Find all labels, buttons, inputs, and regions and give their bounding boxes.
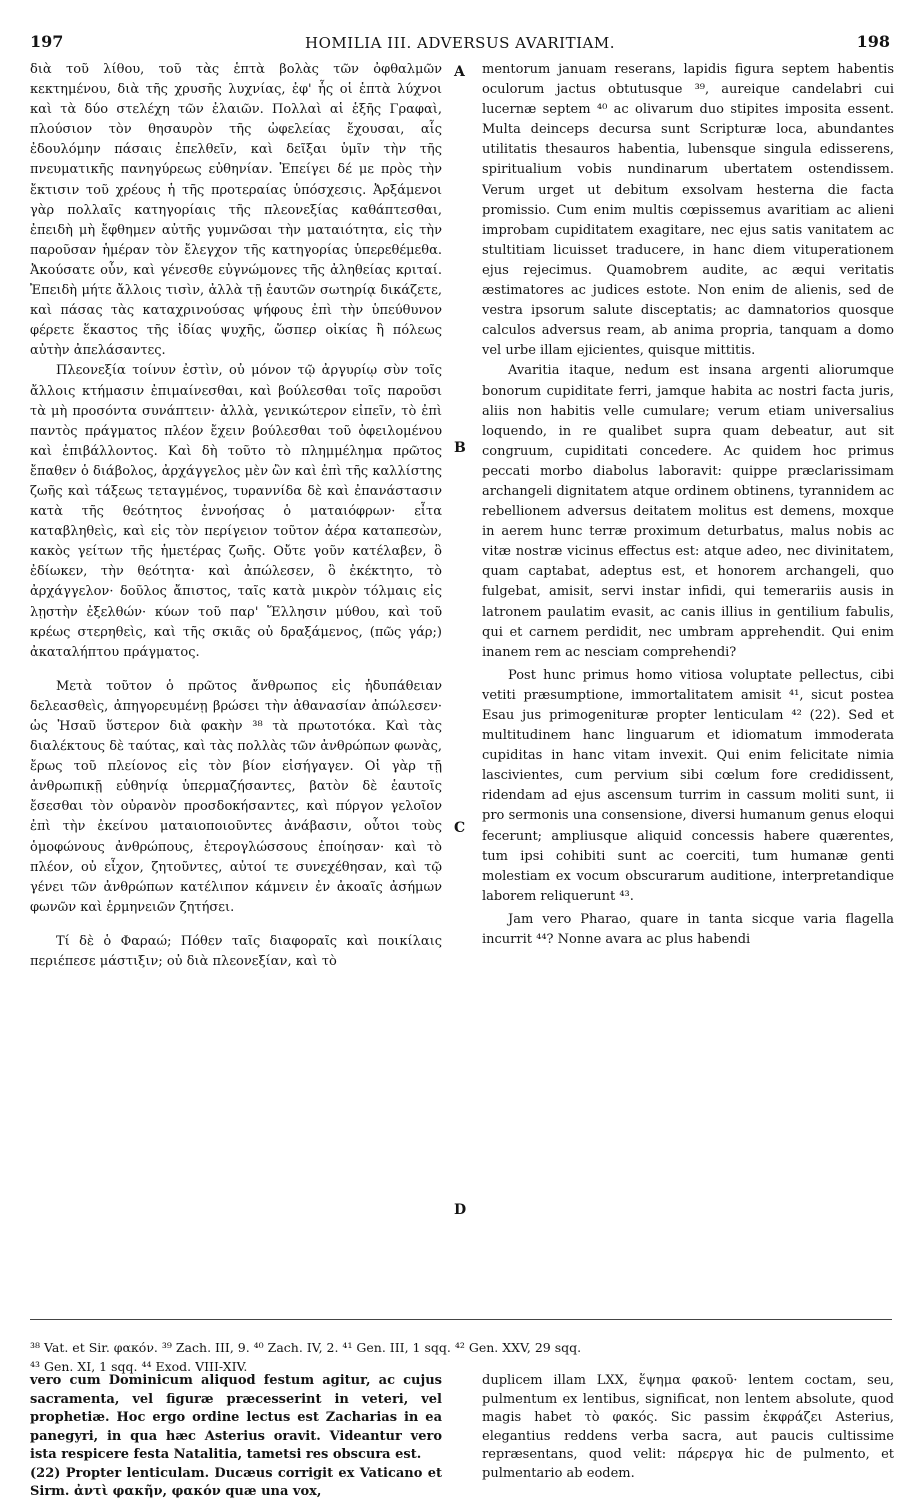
page-header — [30, 32, 890, 56]
footnote-line-2: ⁴³ Gen. XI, 1 sqq. ⁴⁴ Exod. VIII-XIV. — [30, 1359, 248, 1374]
footnote-line-1: ³⁸ Vat. et Sir. φακόν. ³⁹ Zach. III, 9. ⁴⁰ Zach. IV, 2. ⁴¹ Gen. III, 1 sqq. ⁴² Gen. XXV, 29 sqq. — [30, 1340, 582, 1355]
scripture-footnotes — [30, 1338, 890, 1376]
notes-right-column — [482, 1372, 894, 1483]
latin-column — [482, 60, 894, 950]
latin-paragraph-3: Post hunc primus homo vitiosa voluptate pellectus, cibi vetiti præsumptione, immortalitatem amisit ⁴¹, sicut postea Esau jus primogenituræ propter lenticulam ⁴² (22). Sed et multitudinem hanc linguarum et idiomatum immoderata cupiditas in hanc vitam invexit. Qui enim felicitate nimia lascivientes, cum pervium sibi cœlum fore credidissent, ridendam ad ejus ascensum turrim in cassum moliti sunt, ii pro sermonis una consensione, diversi humanum genus eloqui fecerunt; ampliusque aliquid concessis habere quærentes, tum ipsi cohibiti sunt ac coerciti, tum humanæ genti molestiam ex vocum obscurarum auditione, interpretandique laborem reliquerunt ⁴³. — [482, 667, 894, 904]
margin-letter-d: D — [454, 1202, 467, 1218]
note-right-paragraph-1: duplicem illam LXX, ἕψημα φακοῦ· lentem coctam, seu, pulmentum ex lentibus, significat, non lentem absolute, quod magis habet τὸ φακός. Sic passim ἐκφράζει Asterius, elegantius reddens verba sacra, aut paucis cultissime repræsentans, quod velit: πάρεργα hic de pulmento, et pulmentario ab eodem. — [482, 1373, 894, 1481]
running-title: HOMILIA III. ADVERSUS AVARITIAM. — [305, 34, 615, 52]
latin-paragraph-4: Jam vero Pharao, quare in tanta sicque varia flagella incurrit ⁴⁴? Nonne avara ac plus habendi — [482, 911, 894, 948]
page-number-left: 197 — [30, 32, 64, 51]
footnote-rule — [30, 1319, 892, 1320]
greek-paragraph-3: Μετὰ τοῦτον ὁ πρῶτος ἄνθρωπος εἰς ἡδυπάθειαν δελεασθεὶς, ἀπηγορευμένῃ βρώσει τὴν ἀθανασίαν ἀπώλεσεν· ὡς Ἠσαῦ ὕστερον διὰ φακὴν ³⁸ τὰ πρωτοτόκα. Καὶ τὰς διαλέκτους δὲ ταύτας, καὶ τὰς πολλὰς τῶν ἀνθρώπων φωνὰς, ἔρως τοῦ πλείονος εἰς τὸν βίον εἰσήγαγεν. Οἱ γὰρ τῇ ἀνθρωπικῇ εὐθηνίᾳ ὑπερμαζήσαντες, βατὸν δὲ ἑαυτοῖς ἔσεσθαι τὸν οὐρανὸν προσδοκήσαντες, καὶ πύργον γελοῖον ἐπὶ τὴν ἐκείνου ματαιοποιοῦντες ἀνάβασιν, οὗτοι τοὺς ὁμοφώνους ἀνθρώπους, ἑτερογλώσσους ἐποίησαν· καὶ τὸ πλέον, οὐ εἶχον, ζητοῦντες, αὐτοί τε συνεχέθησαν, καὶ τῷ γένει τῶν ἀνθρώπων κατέλιπον κάμνειν ἐν ἀκοαῖς ἀσήμων φωνῶν καὶ ἑρμηνειῶν ζητήσει. — [30, 678, 442, 915]
notes-left-column — [30, 1372, 442, 1502]
margin-letter-a: A — [454, 64, 465, 80]
page-number-right: 198 — [856, 32, 890, 51]
note-left-paragraph-1: vero cum Dominicum aliquod festum agitur, ac cujus sacramenta, vel figuræ præcesserint in veteri, vel prophetiæ. Hoc ergo ordine lectus est Zacharias in ea panegyri, in qua hæc Asterius oravit. Videantur vero ista respicere festa Natalitia, tametsi res obscura est. — [30, 1373, 442, 1462]
note-left-paragraph-2: (22) Propter lenticulam. Ducæus corrigit ex Vaticano et Sirm. ἀντὶ φακῆν, φακόν quæ una vox, — [30, 1465, 442, 1499]
greek-paragraph-1: διὰ τοῦ λίθου, τοῦ τὰς ἑπτὰ βολὰς τῶν ὀφθαλμῶν κεκτημένου, διὰ τῆς χρυσῆς λυχνίας, ἐφ' ἧς οἱ ἑπτὰ λύχνοι καὶ τὰ δύο στελέχη τῶν ἐλαιῶν. Πολλαὶ αἱ ἑξῆς Γραφαὶ, πλούσιον τὸν θησαυρὸν τῆς ὠφελείας ἔχουσαι, αἷς ἐδουλόμην πάσαις ἐπελθεῖν, καὶ δεῖξαι ὑμῖν τὴν τῆς πνευματικῆς πανηγύρεως εὐθηνίαν. Ἐπείγει δέ με πρὸς τὴν ἔκτισιν τοῦ χρέους ἡ τῆς προτεραίας ὑπόσχεσις. Ἀρξάμενοι γὰρ πολλαῖς κατηγορίαις τῆς πλεονεξίας καθάπτεσθαι, ἐπειδὴ μὴ ἔφθημεν αὐτῆς γυμνῶσαι τὴν ματαιότητα, εἰς τὴν παροῦσαν ἡμέραν τὸν ἔλεγχον τῆς κατηγορίας ὑπερεθέμεθα. Ἀκούσατε οὖν, καὶ γένεσθε εὐγνώμονες τῆς ἀληθείας κριταί. Ἐπειδὴ μήτε ἄλλοις τισὶν, ἀλλὰ τῇ ἑαυτῶν σωτηρίᾳ δικάζετε, καὶ πάσας τὰς καταχρινούσας ψήφους ἐπὶ τὴν ὑπεύθυνον φέρετε ἕκαστος τῆς ἰδίας ψυχῆς, ὥσπερ οἰκίας ἢ πόλεως αὐτὴν ἀπελάσαντες. — [30, 62, 442, 359]
greek-column — [30, 60, 442, 972]
margin-letter-c: C — [454, 820, 466, 836]
latin-paragraph-2: Avaritia itaque, nedum est insana argenti aliorumque bonorum cupiditate ferri, jamque habita ac nostri facta juris, aliis non habitis velle cumulare; verum etiam universalius loquendo, in re qualibet supra quam debeatur, aut sit congruum, cupiditati concedere. Ac quidem hoc primus peccati morbo diabolus laboravit: quippe præclarissimam archangeli dignitatem atque ordinem obtinens, tyrannidem ac rebellionem adversus deitatem molitus est demens, moxque in aerem hunc terræ proximum deturbatus, malus nobis ac vitæ nostræ vicinus effectus est: atque adeo, nec divinitatem, quam captabat, adeptus est, et honorem archangeli, quo fulgebat, amisit, servi instar infidi, qui temerariis ausis in latronem paulatim evasit, ac canis illius in gentilium fabulis, qui et carnem perdidit, nec umbram apprehendit. Qui enim inanem rem ac nesciam comprehendi? — [482, 363, 894, 660]
margin-letters — [446, 60, 476, 1360]
greek-paragraph-2: Πλεονεξία τοίνυν ἐστὶν, οὐ μόνον τῷ ἀργυρίῳ σὺν τοῖς ἄλλοις κτήμασιν ἐπιμαίνεσθαι, καὶ βούλεσθαι τοῖς παροῦσι τὰ μὴ προσόντα συνάπτειν· ἀλλὰ, γενικώτερον εἰπεῖν, τὸ ἐπὶ παντὸς πράγματος πλέον ἔχειν βούλεσθαι τοῦ ὀφειλομένου καὶ ἐπιβάλλοντος. Καὶ δὴ τοῦτο τὸ πλημμέλημα πρῶτος ἔπαθεν ὁ διάβολος, ἀρχάγγελος μὲν ὢν καὶ ἐπὶ τῆς καλλίστης ζωῆς καὶ τάξεως τεταγμένος, τυραννίδα δὲ καὶ ἐπανάστασιν κατὰ τῆς θεότητος ἐννοήσας ὁ ματαιόφρων· εἶτα καταβληθεὶς, καὶ εἰς τὸν περίγειον τοῦτον ἀέρα καταπεσὼν, κακὸς γείτων τῆς ἡμετέρας ζωῆς. Οὔτε γοῦν κατέλαβεν, ὃ ἐδίωκεν, τὴν θεότητα· καὶ ἀπώλεσεν, ὃ ἐκέκτητο, τὸ ἀρχάγγελον· δοῦλος ἄπιστος, ταῖς κατὰ μικρὸν τόλμαις εἰς λῃστὴν ἐξελθών· κύων τοῦ παρ' Ἕλλησιν μύθου, καὶ τοῦ κρέως στερηθεὶς, καὶ τῆς σκιᾶς οὐ δραξάμενος, (πῶς γάρ;) ἀκαταλήπτου πράγματος. — [30, 363, 442, 660]
greek-paragraph-4: Τί δὲ ὁ Φαραώ; Πόθεν ταῖς διαφοραῖς καὶ ποικίλαις περιέπεσε μάστιξιν; οὐ διὰ πλεονεξίαν, καὶ τὸ — [30, 933, 442, 970]
latin-paragraph-1: mentorum januam reserans, lapidis figura septem habentis oculorum jactus obtutusque ³⁹, aureique candelabri cui lucernæ septem ⁴⁰ ac olivarum duo stipites imposita essent. Multa deinceps decursa sunt Scripturæ loca, abundantes utilitatis thesauros habentia, lubensque singula edisserens, spiritualium vobis nundinarum ubertatem ostendissem. Verum urget ut debitum exsolvam hesterna die facta promissio. Cum enim multis cœpissemus avaritiam ac alieni improbam cupiditatem exagitare, nec ejus satis vanitatem ac stultitiam licuisset traducere, in hanc diem vituperationem ejus rejecimus. Quamobrem audite, ac æqui veritatis æstimatores ac judices estote. Non enim de alienis, sed de vestra ipsorum salute disceptatis; ac damnatorios quosque calculos adversus ream, ab anima propria, tanquam a domo vel urbe illam ejicientes, quisque mittitis. — [482, 62, 894, 359]
margin-letter-b: B — [454, 440, 466, 456]
